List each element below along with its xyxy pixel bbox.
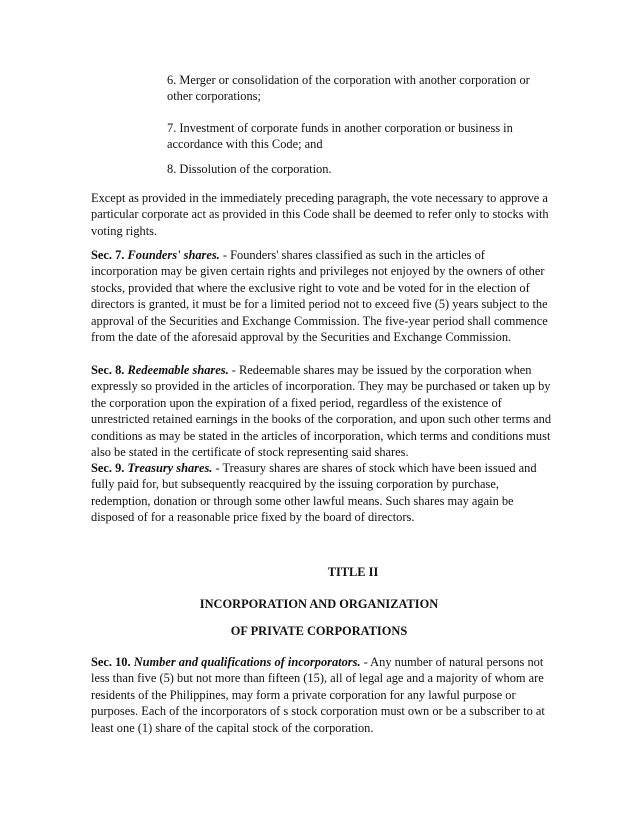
section-10-body: - Any number of natural persons not less than five (5) but not more than fifteen (15), all of legal age and a majority of whom are residents of the Philippines, may form a private corporation for any lawful purpose or purposes. Each of the incorporators of s stock corporation must own or be a subscriber to at least one (1) share of the capital stock of the corporation. [91, 655, 545, 735]
section-10-paragraph [91, 654, 553, 736]
list-item-merger: 6. Merger or consolidation of the corporation with another corporation or other corporations; [167, 73, 530, 104]
section-9-paragraph [91, 460, 553, 526]
title-subheading-line-1: INCORPORATION AND ORGANIZATION [199, 597, 439, 611]
section-9-title: Treasury shares. [127, 461, 213, 475]
section-9-body: - Treasury shares are shares of stock which have been issued and fully paid for, but subsequently reacquired by the issuing corporation by purchase, redemption, donation or through some other lawful means. Such shares may again be disposed of for a reasonable price fixed by the board of directors. [91, 461, 537, 525]
section-8-paragraph [91, 362, 553, 460]
section-7-number: Sec. 7. [91, 248, 125, 262]
section-9-number: Sec. 9. [91, 461, 125, 475]
list-item-dissolution: 8. Dissolution of the corporation. [167, 162, 332, 176]
vote-paragraph: Except as provided in the immediately preceding paragraph, the vote necessary to approve a particular corporate act as provided in this Code shall be deemed to refer only to stocks with voting rights. [91, 191, 549, 238]
title-subheading-line-2: OF PRIVATE CORPORATIONS [230, 624, 408, 638]
section-7-paragraph [91, 247, 553, 345]
section-7-body: - Founders' shares classified as such in the articles of incorporation may be given certain rights and privileges not enjoyed by the owners of other stocks, provided that where the exclusive right to vote and be voted for in the election of directors is granted, it must be for a limited period not to exceed five (5) years subject to the approval of the Securities and Exchange Commission. The five-year period shall commence from the date of the aforesaid approval by the Securities and Exchange Commission. [91, 248, 548, 345]
section-8-number: Sec. 8. [91, 363, 125, 377]
list-item-investment: 7. Investment of corporate funds in another corporation or business in accordance with this Code; and [167, 121, 513, 152]
section-10-title: Number and qualifications of incorporators. [133, 655, 361, 669]
section-8-title: Redeemable shares. [127, 363, 229, 377]
section-8-body: - Redeemable shares may be issued by the corporation when expressly so provided in the articles of incorporation. They may be purchased or taken up by the corporation upon the expiration of a fixed period, regardless of the existence of unrestricted retained earnings in the books of the corporation, and upon such other terms and conditions as may be stated in the articles of incorporation, which terms and conditions must also be stated in the certificate of stock representing said shares. [91, 363, 552, 460]
section-10-number: Sec. 10. [91, 655, 131, 669]
section-7-title: Founders' shares. [127, 248, 220, 262]
title-heading: TITLE II [327, 565, 379, 579]
